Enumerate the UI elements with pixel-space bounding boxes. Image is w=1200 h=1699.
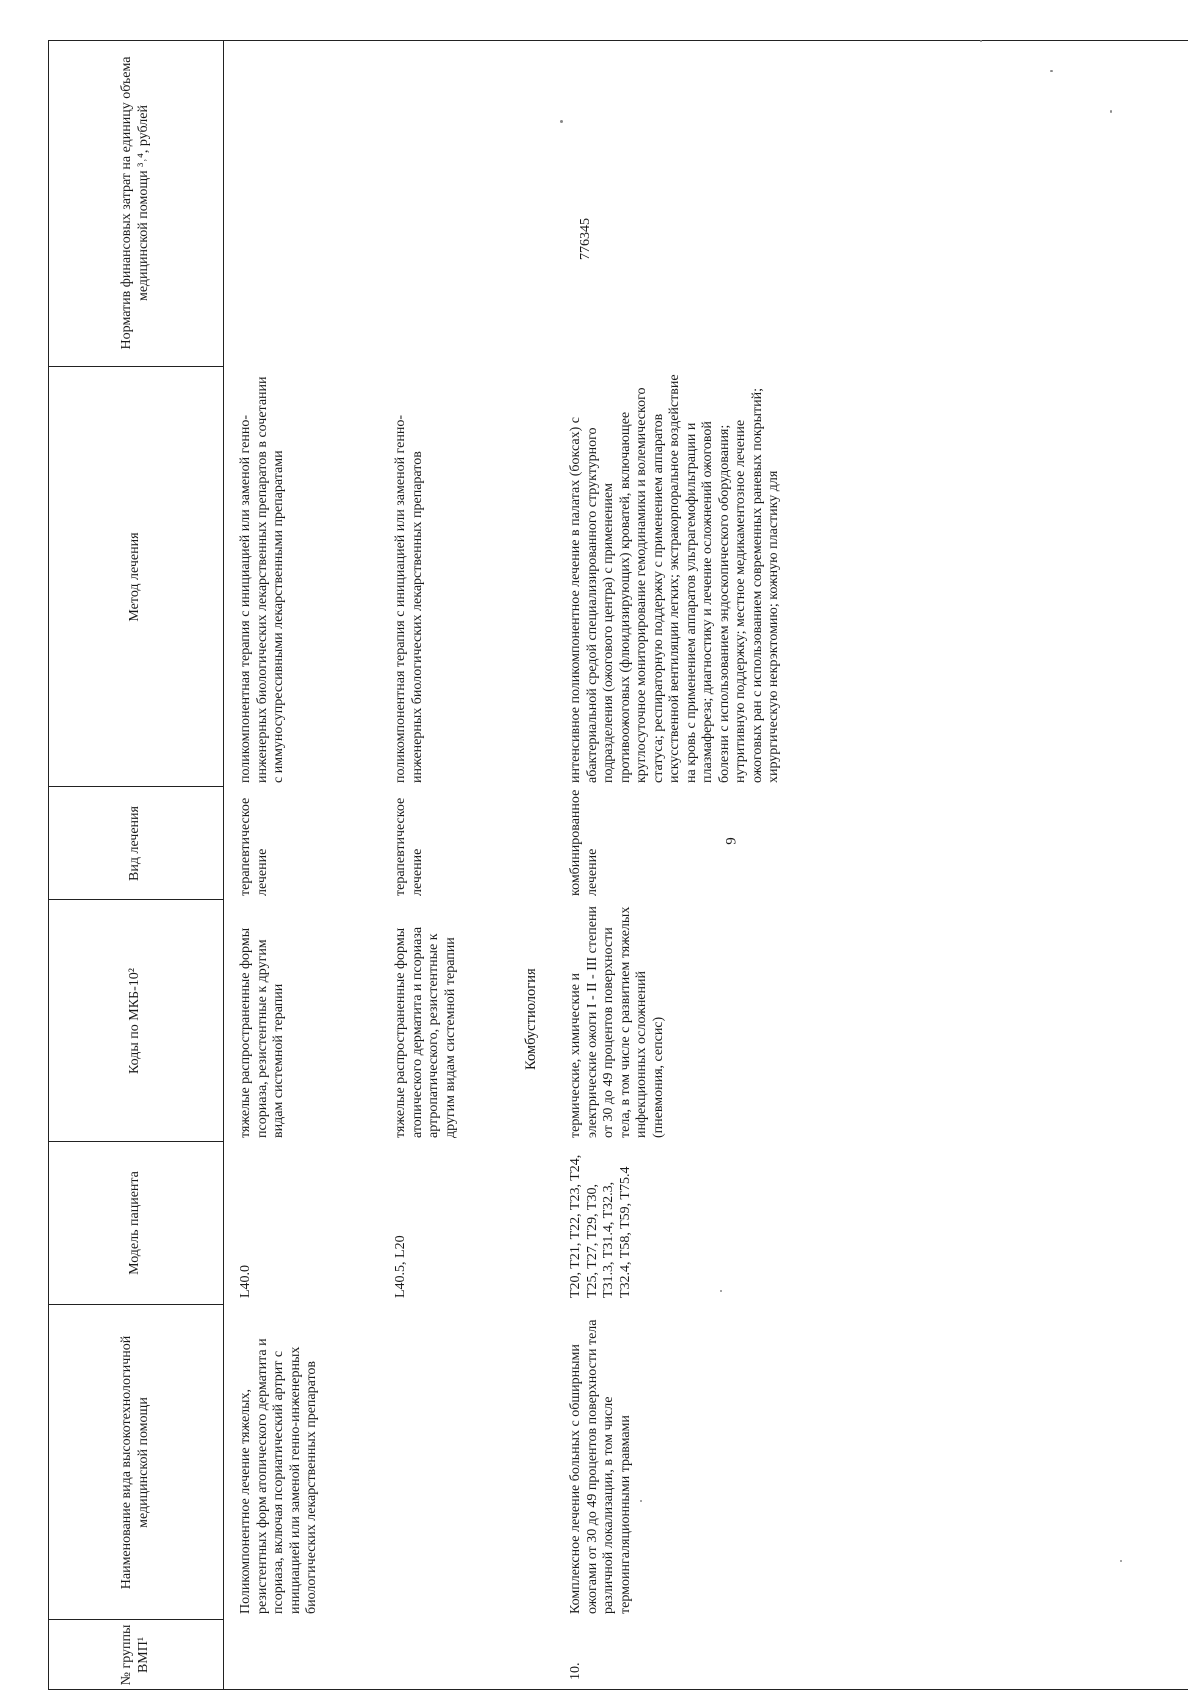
row2-method: поликомпонентная терапия с инициацией или заменой генно-инженерных биологических лекарственных препаратов bbox=[393, 415, 425, 783]
row2-type: терапевтическое лечение bbox=[393, 797, 425, 896]
row1-name: Поликомпонентное лечение тяжелых, резистентных форм атопического дерматита и псориаза, включая псориатический артрит с инициацией или заменой генно-инженерных биологических лекарственных препаратов bbox=[238, 1338, 319, 1614]
scan-speck bbox=[720, 1290, 722, 1292]
col-divider bbox=[48, 899, 223, 900]
scan-speck bbox=[980, 40, 982, 42]
scan-speck bbox=[1110, 110, 1112, 113]
col-divider bbox=[48, 1304, 223, 1305]
row1-model: тяжелые распространенные формы псориаза, резистентные к другим видам системной терапии bbox=[238, 927, 286, 1138]
scan-speck bbox=[560, 120, 563, 123]
table-edge-right bbox=[48, 40, 1188, 41]
header-bottom-border bbox=[223, 40, 224, 1690]
page-number: 9 bbox=[723, 837, 740, 845]
row10-codes: T20, T21, T22, T23, T24, T25, T27, T29, T30, T31.3, T31.4, T32.3, T32.4, T58, T59, T75.4 bbox=[568, 1154, 633, 1298]
scan-speck bbox=[640, 1500, 642, 1502]
col-divider bbox=[48, 1619, 223, 1620]
col-divider bbox=[48, 786, 223, 787]
header-method: Метод лечения bbox=[127, 532, 143, 622]
row1-codes: L40.0 bbox=[238, 1264, 253, 1298]
row1-type: терапевтическое лечение bbox=[238, 797, 270, 896]
row10-type: комбинированное лечение bbox=[568, 789, 600, 896]
row10-cost: 776345 bbox=[578, 218, 593, 260]
header-type: Вид лечения bbox=[127, 806, 143, 881]
col-divider bbox=[48, 1141, 223, 1142]
rotated-table-sheet bbox=[48, 40, 1188, 1690]
row1-method: поликомпонентная терапия с инициацией или заменой генно-инженерных биологических лекарственных препаратов в сочетании с иммуносупрессивными лекарственными препаратами bbox=[238, 376, 286, 783]
table bbox=[48, 40, 1188, 1690]
header-name: Наименование вида высокотехнологичной медицинской помощи bbox=[119, 1335, 151, 1590]
section-title: Комбустиология bbox=[523, 968, 539, 1070]
table-edge-left bbox=[48, 1689, 1188, 1690]
row10-model: термические, химические и электрические ожоги I - II - III степени от 30 до 49 процентов поверхности тела, в том числе с развитием тяжелых инфекционных осложнений (пневмония, сепсис) bbox=[568, 906, 666, 1138]
row10-name: Комплексное лечение больных с обширными ожогами от 30 до 49 процентов поверхности тела различной локализации, в том числе термоингаляционными травмами bbox=[568, 1319, 633, 1614]
row10-group: 10. bbox=[568, 1662, 583, 1680]
scan-speck bbox=[1120, 1560, 1122, 1562]
header-group-no: № группы ВМП¹ bbox=[119, 1624, 151, 1686]
row10-method: интенсивное поликомпонентное лечение в палатах (боксах) с абактериальной средой специализированного структурного подразделения (ожогового центра) с применением противоожоговых (флюидизирующих) кроватей, включающее круглосуточное мониторирование гемодинамики и волемического статуса; респираторную поддержку с применением аппаратов искусственной вентиляции легких; экстракорпоральное воздействие на кровь с применением аппаратов ультрагемофильтрации и плазмафереза; диагностику и лечение осложнений ожоговой болезни с использованием эндоскопического оборудования; нутритивную поддержку; местное медикаментозное лечение ожоговых ран с использованием современных раневых покрытий; хирургическую некрэктомию; кожную пластику для bbox=[568, 374, 781, 783]
row2-codes: L40.5, L20 bbox=[393, 1235, 408, 1298]
header-cost: Норматив финансовых затрат на единицу объема медицинской помощи ³˒⁴, рублей bbox=[119, 56, 151, 350]
row2-model: тяжелые распространенные формы атопического дерматита и псориаза артропатического, резистентные к другим видам системной терапии bbox=[393, 926, 458, 1138]
scan-speck bbox=[1050, 70, 1053, 72]
header-codes: Коды по МКБ-10² bbox=[127, 968, 143, 1074]
header-model: Модель пациента bbox=[127, 1171, 143, 1275]
col-divider bbox=[48, 366, 223, 367]
